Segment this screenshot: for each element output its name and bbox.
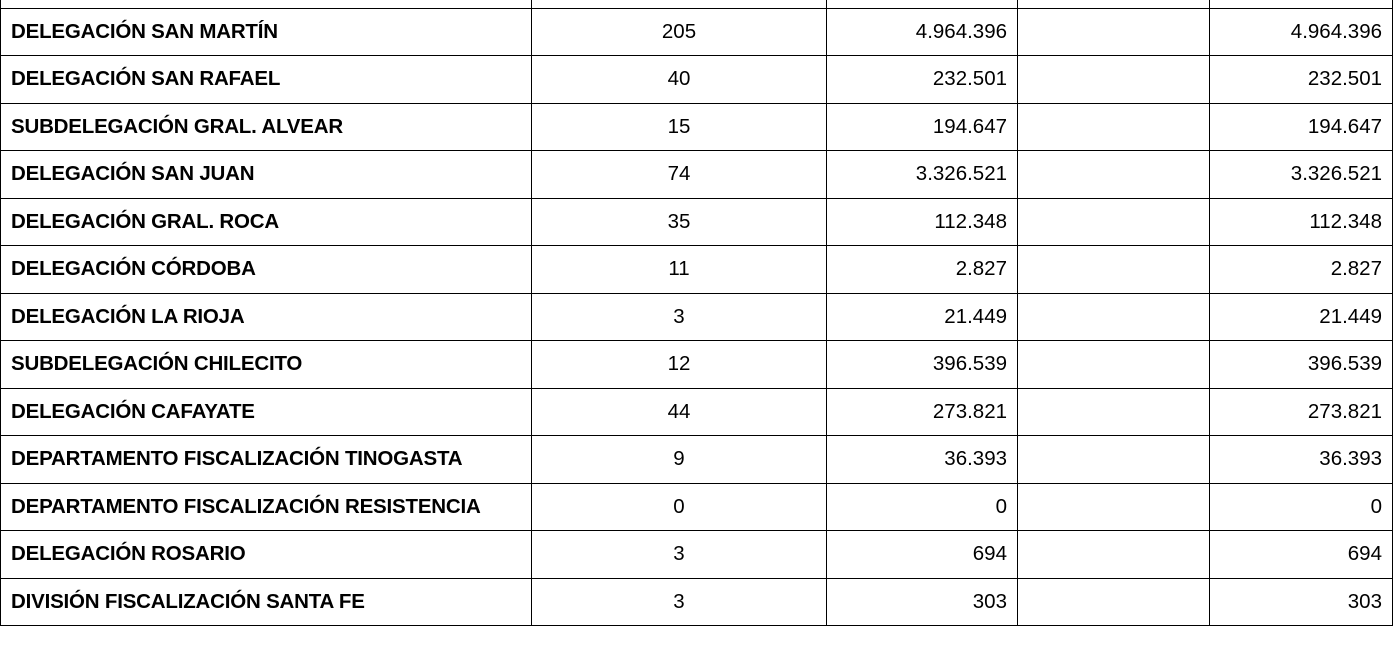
cell-amount-total: 0 — [1210, 483, 1393, 531]
table-row — [1, 198, 1393, 246]
cell-amount-primary: 0 — [827, 483, 1018, 531]
table-body — [1, 0, 1393, 626]
cell-spacer — [1018, 246, 1210, 294]
cell-amount-primary: 36.393 — [827, 436, 1018, 484]
cell-amount-total: 3.326.521 — [1210, 151, 1393, 199]
cell-spacer — [1018, 198, 1210, 246]
table-row — [1, 103, 1393, 151]
cell-dependency-name: DELEGACIÓN CAFAYATE — [1, 388, 532, 436]
cell-quantity: 15 — [532, 103, 827, 151]
cell-dependency-name: DELEGACIÓN LA RIOJA — [1, 293, 532, 341]
cell-spacer — [1018, 341, 1210, 389]
cell-amount-primary: 2.827 — [827, 246, 1018, 294]
table-row — [1, 8, 1393, 56]
cell-dependency-name: DELEGACIÓN SAN RAFAEL — [1, 56, 532, 104]
cell-spacer — [1018, 103, 1210, 151]
cell-spacer — [1018, 0, 1210, 8]
cell-quantity: 12 — [532, 341, 827, 389]
table-row — [1, 483, 1393, 531]
cell-dependency-name: SUBDELEGACIÓN CHILECITO — [1, 341, 532, 389]
cell-amount-total: 112.348 — [1210, 198, 1393, 246]
cell-spacer — [1018, 388, 1210, 436]
cell-amount-primary: 194.647 — [827, 103, 1018, 151]
cell-spacer — [1018, 436, 1210, 484]
cell-amount-total: 21.449 — [1210, 293, 1393, 341]
cell-quantity: 74 — [532, 151, 827, 199]
cell-quantity: 3 — [532, 531, 827, 579]
cell-spacer — [1018, 483, 1210, 531]
cell-amount-primary: 273.821 — [827, 388, 1018, 436]
cell-spacer — [1018, 151, 1210, 199]
cell-spacer — [1018, 56, 1210, 104]
table-row — [1, 578, 1393, 626]
cell-quantity: 11 — [532, 246, 827, 294]
cell-quantity: 3 — [532, 578, 827, 626]
cell-spacer — [1018, 293, 1210, 341]
cell-quantity — [532, 0, 827, 8]
cell-quantity: 0 — [532, 483, 827, 531]
cell-amount-total: 396.539 — [1210, 341, 1393, 389]
cell-dependency-name: SUBDELEGACIÓN GRAL. ALVEAR — [1, 103, 532, 151]
cell-amount-total: 194.647 — [1210, 103, 1393, 151]
cell-amount-total: 303 — [1210, 578, 1393, 626]
cell-quantity: 35 — [532, 198, 827, 246]
cell-spacer — [1018, 578, 1210, 626]
table-row — [1, 531, 1393, 579]
cell-dependency-name: DELEGACIÓN ROSARIO — [1, 531, 532, 579]
cell-quantity: 9 — [532, 436, 827, 484]
table-row — [1, 0, 1393, 8]
cell-amount-primary: 21.449 — [827, 293, 1018, 341]
cell-quantity: 44 — [532, 388, 827, 436]
cell-dependency-name — [1, 0, 532, 8]
cell-amount-primary: 3.326.521 — [827, 151, 1018, 199]
cell-amount-primary — [827, 0, 1018, 8]
cell-amount-total: 694 — [1210, 531, 1393, 579]
cell-dependency-name: DELEGACIÓN SAN MARTÍN — [1, 8, 532, 56]
table-row — [1, 151, 1393, 199]
cell-dependency-name: DELEGACIÓN CÓRDOBA — [1, 246, 532, 294]
cell-amount-total — [1210, 0, 1393, 8]
cell-dependency-name: DELEGACIÓN SAN JUAN — [1, 151, 532, 199]
cell-amount-primary: 303 — [827, 578, 1018, 626]
cell-dependency-name: DELEGACIÓN GRAL. ROCA — [1, 198, 532, 246]
table-row — [1, 388, 1393, 436]
table-row — [1, 436, 1393, 484]
table-row — [1, 246, 1393, 294]
cell-amount-primary: 4.964.396 — [827, 8, 1018, 56]
cell-amount-total: 2.827 — [1210, 246, 1393, 294]
cell-spacer — [1018, 8, 1210, 56]
cell-quantity: 3 — [532, 293, 827, 341]
cell-amount-total: 232.501 — [1210, 56, 1393, 104]
table-row — [1, 293, 1393, 341]
cell-dependency-name: DIVISIÓN FISCALIZACIÓN SANTA FE — [1, 578, 532, 626]
cell-amount-primary: 396.539 — [827, 341, 1018, 389]
cell-spacer — [1018, 531, 1210, 579]
cell-amount-primary: 232.501 — [827, 56, 1018, 104]
table-row — [1, 341, 1393, 389]
cell-quantity: 40 — [532, 56, 827, 104]
cell-dependency-name: DEPARTAMENTO FISCALIZACIÓN RESISTENCIA — [1, 483, 532, 531]
cell-quantity: 205 — [532, 8, 827, 56]
cell-amount-total: 36.393 — [1210, 436, 1393, 484]
table-row — [1, 56, 1393, 104]
cell-amount-primary: 694 — [827, 531, 1018, 579]
cell-amount-total: 4.964.396 — [1210, 8, 1393, 56]
cell-dependency-name: DEPARTAMENTO FISCALIZACIÓN TINOGASTA — [1, 436, 532, 484]
cell-amount-primary: 112.348 — [827, 198, 1018, 246]
cell-amount-total: 273.821 — [1210, 388, 1393, 436]
